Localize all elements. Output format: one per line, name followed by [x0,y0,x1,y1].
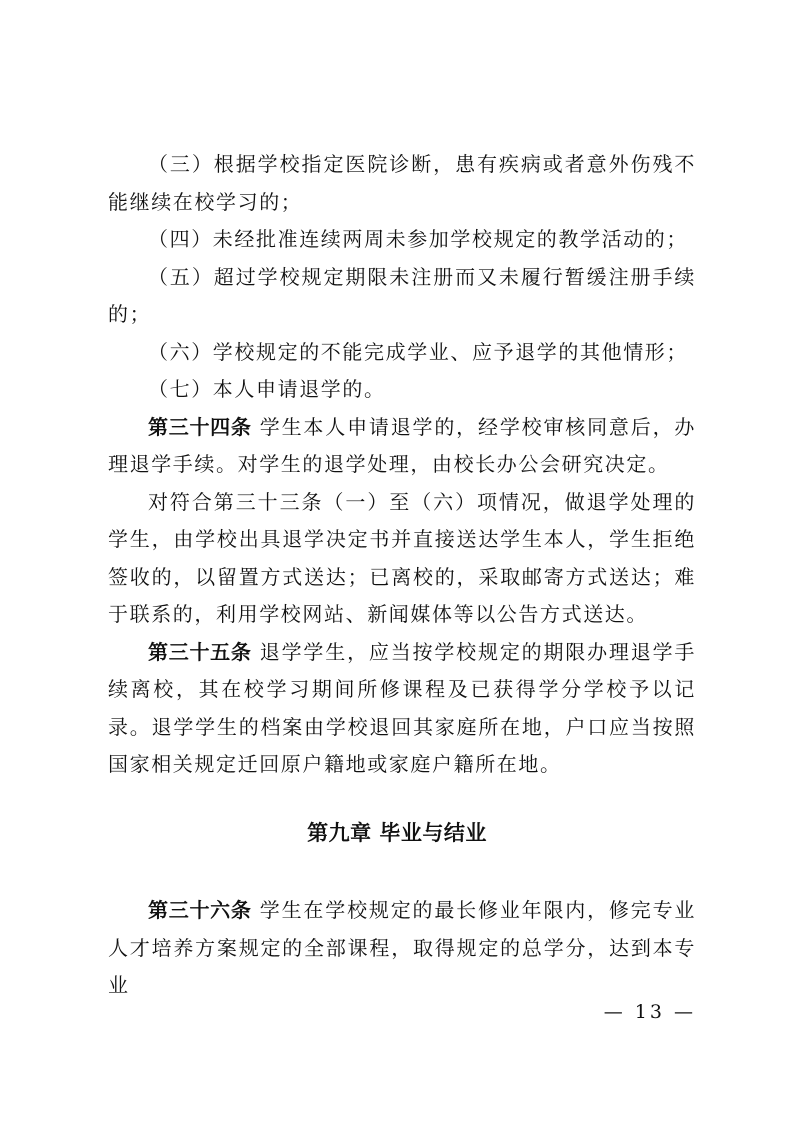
article-35-heading: 第三十五条 [148,639,252,664]
article-34: 第三十四条 学生本人申请退学的，经学校审核同意后，办理退学手续。对学生的退学处理，由校长办公会研究决定。 [108,414,696,476]
body-text-top [108,146,696,784]
article-34-heading: 第三十四条 [148,414,252,439]
paragraph-item-3: （三）根据学校指定医院诊断，患有疾病或者意外伤残不能继续在校学习的； [108,152,696,214]
paragraph-item-5: （五）超过学校规定期限未注册而又未履行暂缓注册手续的； [108,264,696,326]
article-36-heading: 第三十六条 [148,898,252,922]
body-text-bottom [108,892,696,1005]
paragraph-item-4: （四）未经批准连续两周未参加学校规定的教学活动的； [148,227,688,251]
paragraph-item-7: （七）本人申请退学的。 [148,377,386,401]
page-number: — 13 — [603,1001,696,1023]
article-34-para-2: 对符合第三十三条（一）至（六）项情况，做退学处理的学生，由学校出具退学决定书并直接送达学生本人，学生拒绝签收的，以留置方式送达；已离校的，采取邮寄方式送达；难于联系的，利用学校网站、新闻媒体等以公告方式送达。 [108,489,696,626]
paragraph-item-6: （六）学校规定的不能完成学业、应予退学的其他情形； [148,339,688,364]
article-35: 第三十五条 退学学生，应当按学校规定的期限办理退学手续离校，其在校学习期间所修课程及已获得学分学校予以记录。退学学生的档案由学校退回其家庭所在地，户口应当按照国家相关规定迁回原户籍地或家庭户籍所在地。 [108,639,696,776]
chapter-title: 第九章 毕业与结业 [307,821,487,845]
article-36: 第三十六条 学生在学校规定的最长修业年限内，修完专业人才培养方案规定的全部课程，取得规定的总学分，达到本专业 [108,898,696,997]
